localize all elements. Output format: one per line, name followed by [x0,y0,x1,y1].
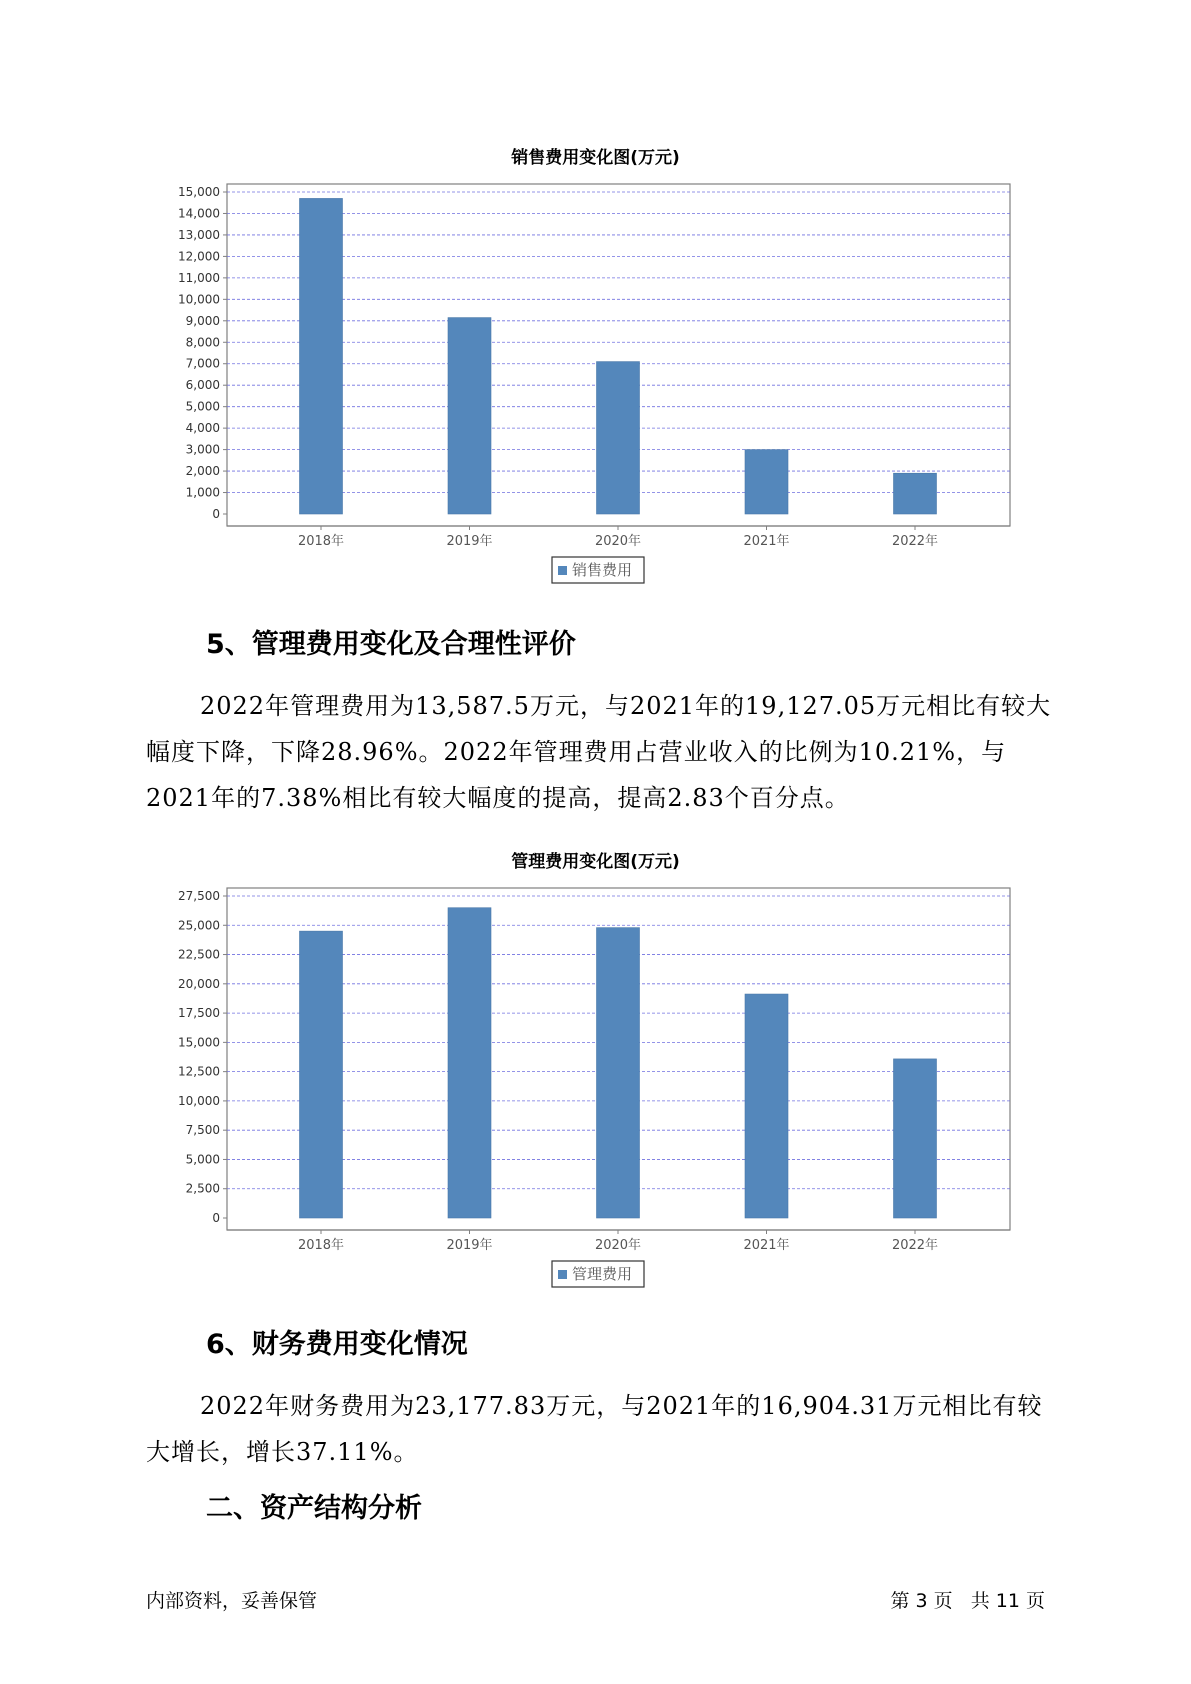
chart1-ytick-label: 12,000 [178,249,220,264]
chart2-ytick-label: 17,500 [178,1006,220,1021]
chart1-xtick-label: 2020年 [594,534,642,549]
section6-paragraph [146,1383,1066,1475]
chart2-ytick-label: 15,000 [178,1035,220,1050]
chart2-xtick-label: 2019年 [446,1238,493,1253]
chart2-bar [597,928,640,1218]
chart2-ytick-label: 10,000 [178,1093,220,1108]
section6-heading: 6、财务费用变化情况 [206,1329,468,1360]
chart2-xtick-label: 2018年 [297,1238,345,1253]
chart2-ytick-label: 27,500 [178,889,220,903]
chart2-ytick-label: 20,000 [178,976,220,991]
chart2-legend-swatch [558,1270,567,1279]
chart2-bar [894,1059,937,1218]
chart1-ytick-label: 11,000 [178,270,220,285]
chart1-ytick-label: 13,000 [178,227,220,242]
chart2-bar [300,931,343,1218]
sales-expense-chart [0,170,1191,590]
chart1-xtick-label: 2018年 [297,534,345,549]
chart1-ytick-label: 5,000 [185,399,220,414]
chart2-ytick-label: 0 [212,1211,220,1225]
chart1-ytick-label: 3,000 [185,442,220,457]
section5-text: 2022年管理费用为13,587.5万元，与2021年的19,127.05万元相比有较大幅度下降，下降28.96%。2022年管理费用占营业收入的比例为10.21%，与2021年的7.38%相比有较大幅度的提高，提高2.83个百分点。 [146,692,1052,812]
chart1-xtick-label: 2019年 [446,534,493,549]
chart1-ytick-label: 0 [212,507,220,521]
chart2-bar [448,908,491,1218]
chart2-ytick-label: 22,500 [178,947,220,962]
chart1-ytick-label: 8,000 [185,335,220,350]
chart1-bar [597,362,640,514]
footer-confidential: 内部资料，妥善保管 [146,1590,318,1612]
footer-page-number: 第 3 页 共 11 页 [890,1590,1045,1612]
chart2-ytick-label: 2,500 [185,1181,220,1196]
admin-expense-chart [0,874,1191,1294]
chart1-ytick-label: 10,000 [178,292,220,307]
chart1-bar [300,198,343,514]
chart1-xtick-label: 2022年 [891,534,939,549]
chart1-bar [745,450,788,514]
section6-text: 2022年财务费用为23,177.83万元，与2021年的16,904.31万元相比有较大增长，增长37.11%。 [146,1392,1043,1466]
chart1-title: 销售费用变化图(万元) [511,148,680,168]
chart2-ytick-label: 5,000 [185,1152,220,1167]
chart2-title: 管理费用变化图(万元) [511,852,680,872]
chart1-legend-swatch [558,566,567,575]
chart1-legend-label: 销售费用 [572,561,633,579]
chart2-ytick-label: 25,000 [178,918,220,933]
chart1-ytick-label: 7,000 [185,356,220,371]
chart1-bar [448,318,491,514]
chart1-bar [894,473,937,514]
section5-paragraph [146,683,1066,821]
chart1-ytick-label: 2,000 [185,464,220,479]
chart2-ytick-label: 12,500 [178,1064,220,1079]
chart2-ytick-label: 7,500 [185,1123,220,1138]
chart2-xtick-label: 2020年 [594,1238,642,1253]
chart1-ytick-label: 6,000 [185,378,220,393]
chart1-ytick-label: 9,000 [185,313,220,328]
chart1-ytick-label: 15,000 [178,185,220,199]
section-two-heading: 二、资产结构分析 [206,1493,422,1524]
chart1-ytick-label: 4,000 [185,421,220,436]
chart1-xtick-label: 2021年 [743,534,790,549]
section5-heading: 5、管理费用变化及合理性评价 [206,629,576,660]
chart1-ytick-label: 14,000 [178,206,220,221]
chart2-xtick-label: 2021年 [743,1238,790,1253]
chart2-xtick-label: 2022年 [891,1238,939,1253]
chart2-bar [745,994,788,1218]
chart1-ytick-label: 1,000 [185,485,220,500]
chart2-legend-label: 管理费用 [572,1265,633,1283]
